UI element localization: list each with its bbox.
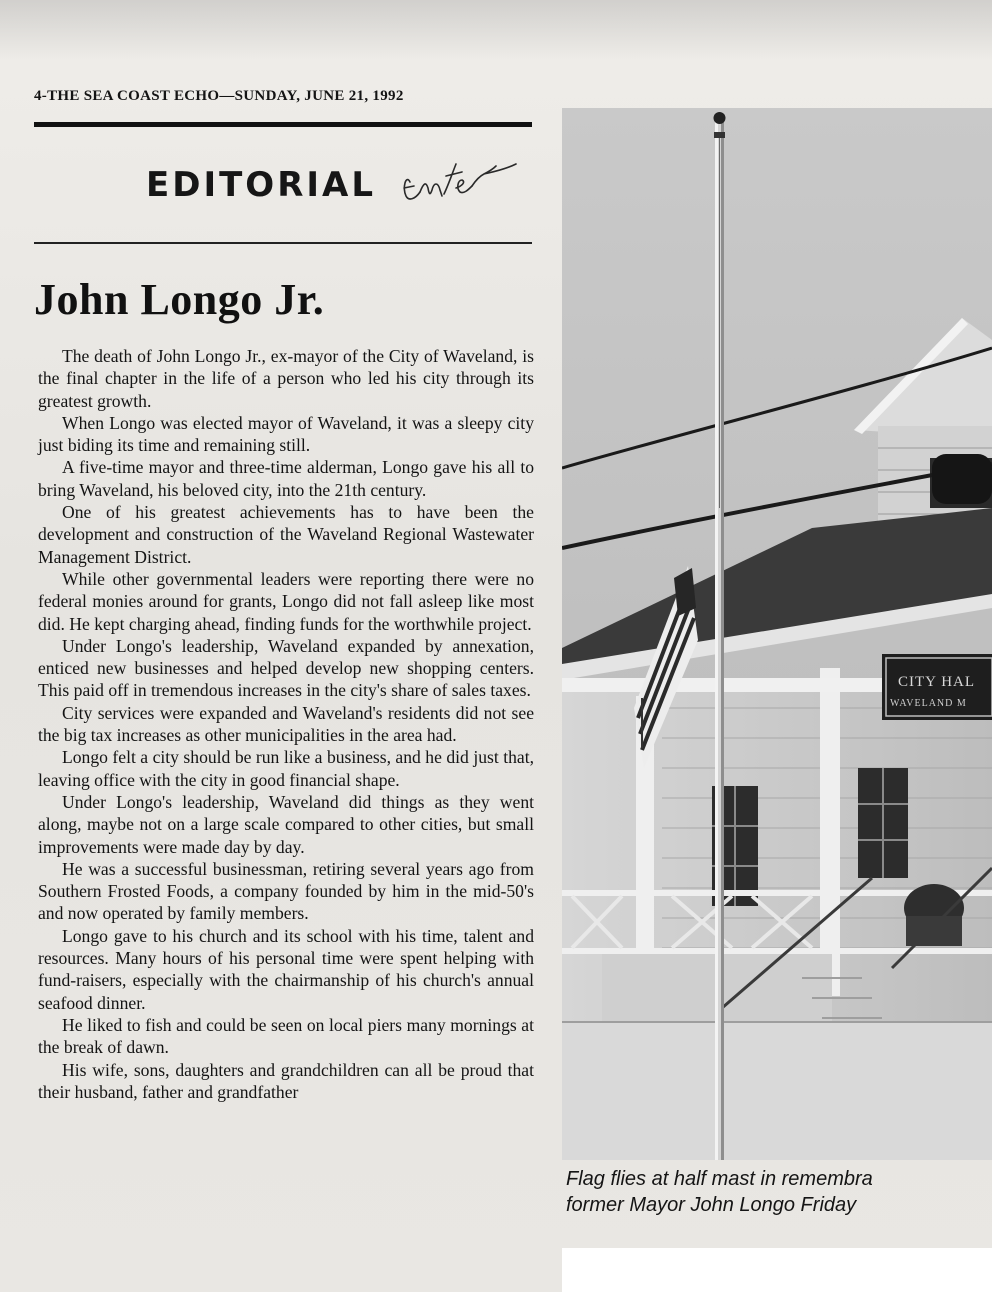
page-header: 4-THE SEA COAST ECHO—SUNDAY, JUNE 21, 1992: [34, 88, 404, 104]
article-headline: John Longo Jr.: [34, 275, 325, 324]
caption-line: Flag flies at half mast in remembra: [566, 1168, 873, 1190]
blank-paper-patch: [562, 1248, 992, 1292]
article-paragraph: Under Longo's leadership, Waveland did things as they went along, maybe not on a large scale compared to other cities, but small improvements were made day by day.: [38, 791, 534, 857]
article-paragraph: Longo felt a city should be run like a business, and he did just that, leaving office with the city in good financial shape.: [38, 747, 534, 790]
article-paragraph: One of his greatest achievements has to have been the development and construction of the Waveland Regional Wastewater Management District.: [38, 502, 534, 567]
article-paragraph: When Longo was elected mayor of Waveland, it was a sleepy city just biding its time and remaining still.: [38, 412, 534, 456]
article-paragraph: His wife, sons, daughters and grandchildren can all be proud that their husband, father and grandfather: [38, 1059, 534, 1102]
article-paragraph: The death of John Longo Jr., ex-mayor of the City of Waveland, is the final chapter in the life of a person who led his city through its greatest growth.: [38, 346, 534, 411]
article-paragraph: A five-time mayor and three-time alderman, Longo gave his all to bring Waveland, his beloved city, into the 21th century.: [38, 457, 534, 500]
photo-caption: [566, 1166, 992, 1218]
article-paragraph: City services were expanded and Waveland's residents did not see the big tax increases as other municipalities in the area had.: [38, 702, 534, 746]
article-paragraph: He liked to fish and could be seen on local piers many mornings at the break of dawn.: [38, 1014, 534, 1058]
article-paragraph: Longo gave to his church and its school with his time, talent and resources. Many hours of his personal time were spent helping with fund-raisers, especially with the chairmanship of his church's annual seafood dinner.: [38, 925, 534, 1013]
header-rule: [34, 122, 532, 127]
section-label: EDITORIAL: [146, 165, 377, 205]
caption-line: former Mayor John Longo Friday: [566, 1194, 857, 1216]
sign-text: WAVELAND M: [890, 698, 967, 709]
article-paragraph: He was a successful businessman, retiring several years ago from Southern Frosted Foods, a company founded by him in the mid-50's and now operated by family members.: [38, 858, 534, 924]
sign-text: CITY HAL: [898, 674, 976, 690]
paper-fold-shadow: [0, 0, 992, 60]
section-rule: [34, 242, 532, 244]
handwritten-note: [396, 152, 526, 212]
article-paragraph: Under Longo's leadership, Waveland expanded by annexation, enticed new businesses and helped develop new shopping centers. This paid off in tremendous increases in the city's share of sales taxes.: [38, 635, 534, 701]
city-hall-photo: [562, 108, 992, 1160]
article-body: [38, 345, 534, 1103]
article-paragraph: While other governmental leaders were reporting there were no federal monies around for grants, Longo did not fall asleep like most did. He kept charging ahead, finding funds for the worthwhile project.: [38, 568, 534, 634]
